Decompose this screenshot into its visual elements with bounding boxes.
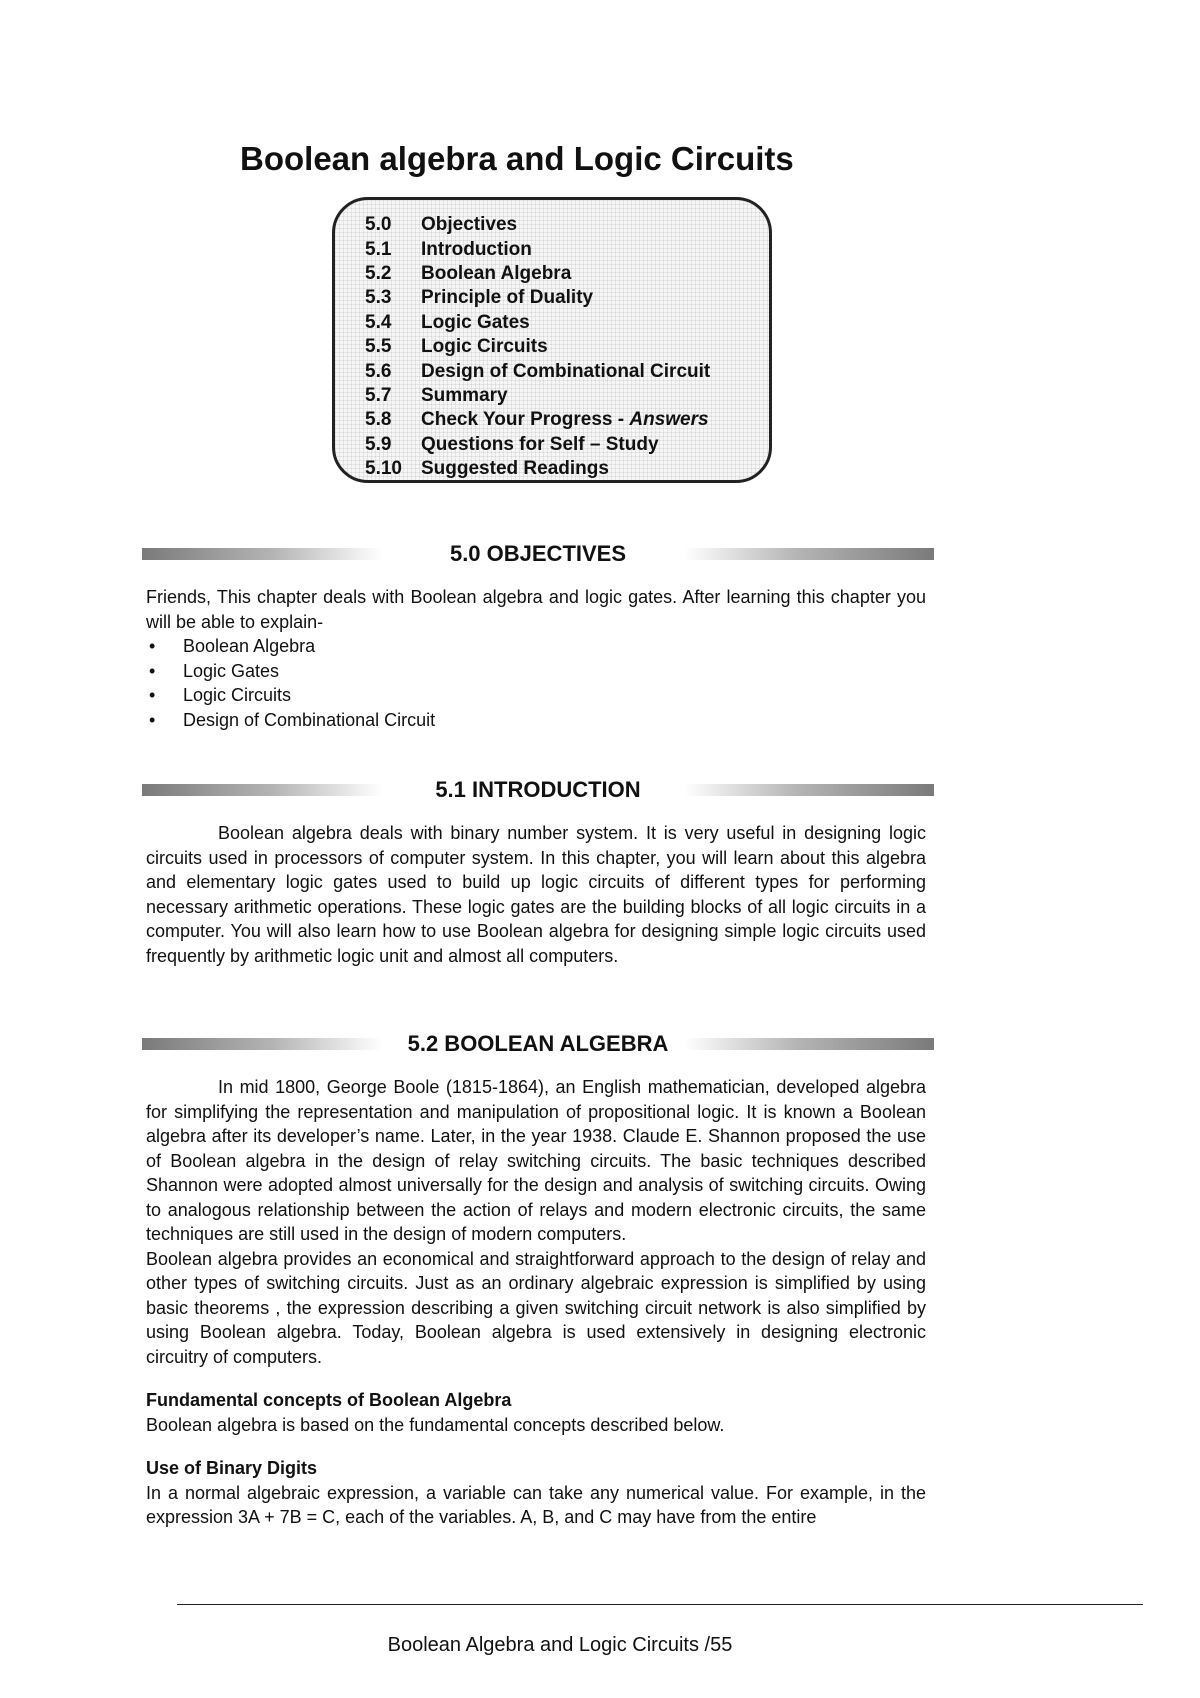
chapter-title: Boolean algebra and Logic Circuits <box>240 140 794 177</box>
contents-item-title <box>421 409 709 431</box>
contents-item-title <box>421 239 532 261</box>
objectives-bullets <box>146 634 926 732</box>
contents-item-title <box>421 458 609 480</box>
introduction-section <box>146 821 926 968</box>
spacer <box>146 1437 926 1456</box>
contents-item <box>365 408 769 432</box>
contents-list <box>335 200 769 481</box>
contents-item-number: 5.4 <box>365 311 392 333</box>
objectives-bullet: • Boolean Algebra <box>146 634 926 659</box>
contents-item-text: Questions for Self – Study <box>421 433 659 455</box>
footer-rule <box>177 1604 1143 1605</box>
contents-item-text: Objectives <box>421 214 518 236</box>
contents-item-number: 5.3 <box>365 287 392 309</box>
contents-item-emphasis: Answers <box>629 409 709 431</box>
contents-item-text: Summary <box>421 384 508 406</box>
contents-item-title <box>421 214 517 236</box>
contents-item-number: 5.5 <box>365 336 392 358</box>
introduction-heading: 5.1 INTRODUCTION <box>435 777 641 802</box>
contents-item <box>365 359 769 383</box>
contents-item-number: 5.7 <box>365 384 392 406</box>
contents-item <box>365 237 769 261</box>
contents-box <box>332 197 772 483</box>
introduction-paragraph: Boolean algebra deals with binary number system. It is very useful in designing logic circuits used in processors of computer system. In this chapter, you will learn about this algebra and elementary logic gates used to build up logic circuits of different types for performing necessary arithmetic operations. These logic gates are the building blocks of all logic circuits in a computer. You will also learn how to use Boolean algebra for designing simple logic circuits used frequently by arithmetic logic unit and almost all computers. <box>146 823 926 966</box>
contents-item-text: Logic Gates <box>421 311 530 333</box>
contents-item <box>365 335 769 359</box>
page-footer: Boolean Algebra and Logic Circuits /55 <box>387 1634 733 1656</box>
contents-item-text: Introduction <box>421 238 532 260</box>
binary-digits-heading: Use of Binary Digits <box>146 1458 318 1478</box>
boolean-paragraph-2: Boolean algebra provides an economical and straightforward approach to the design of relay and other types of switching circuits. Just as an ordinary algebraic expression is simplified by using basic theorems , the expression describing a given switching circuit network is also simplified by using Boolean algebra. Today, Boolean algebra is used extensively in designing electronic circuitry of computers. <box>146 1248 926 1367</box>
contents-item <box>365 433 769 457</box>
contents-item-number: 5.10 <box>365 458 402 480</box>
contents-item-text: Principle of Duality <box>421 287 594 309</box>
boolean-paragraph-1: In mid 1800, George Boole (1815-1864), an English mathematician, developed algebra for simplifying the representation and manipulation of propositional logic. It is known a Boolean algebra after its developer’s name. Later, in the year 1938. Claude E. Shannon proposed the use of Boolean algebra in the design of relay switching circuits. The basic techniques described Shannon were adopted almost universally for the design and analysis of switching circuits. Owing to analogous relationship between the action of relays and modern electronic circuits, the same techniques are still used in the design of modern computers. <box>146 1077 926 1244</box>
objectives-bullet: • Logic Gates <box>146 659 926 684</box>
binary-digits-text: In a normal algebraic expression, a variable can take any numerical value. For example, in the expression 3A + 7B = C, each of the variables. A, B, and C may have from the entire <box>146 1482 926 1527</box>
spacer <box>146 1369 926 1388</box>
objectives-heading-band <box>142 540 934 570</box>
objectives-section <box>146 585 926 732</box>
contents-item-number: 5.6 <box>365 360 392 382</box>
contents-item <box>365 262 769 286</box>
contents-item <box>365 213 769 237</box>
fundamentals-text: Boolean algebra is based on the fundamental concepts described below. <box>146 1414 725 1435</box>
contents-item-text: Suggested Readings <box>421 458 609 480</box>
contents-item-number: 5.2 <box>365 262 392 284</box>
boolean-algebra-section <box>146 1075 926 1530</box>
contents-item-title <box>421 312 530 334</box>
contents-item-text: Logic Circuits <box>421 336 548 358</box>
contents-item-text: Boolean Algebra <box>421 262 572 284</box>
contents-item-text: Check Your Progress - <box>421 409 630 431</box>
contents-item-title <box>421 263 571 285</box>
boolean-algebra-heading-band <box>142 1030 934 1060</box>
contents-item-text: Design of Combinational Circuit <box>421 360 711 382</box>
contents-item-title <box>421 361 710 383</box>
contents-item <box>365 311 769 335</box>
contents-item <box>365 286 769 310</box>
contents-item <box>365 457 769 481</box>
objectives-heading: 5.0 OBJECTIVES <box>449 541 627 566</box>
contents-item-title <box>421 434 659 456</box>
objectives-bullet: • Design of Combinational Circuit <box>146 708 926 733</box>
contents-item-title <box>421 287 593 309</box>
contents-item-number: 5.0 <box>365 214 392 236</box>
contents-item-number: 5.1 <box>365 238 392 260</box>
objectives-intro: Friends, This chapter deals with Boolean algebra and logic gates. After learning this chapter you will be able to explain- <box>146 587 926 632</box>
introduction-heading-band <box>142 776 934 806</box>
objectives-bullet: • Logic Circuits <box>146 683 926 708</box>
contents-item-title <box>421 385 508 407</box>
boolean-algebra-heading: 5.2 BOOLEAN ALGEBRA <box>407 1031 669 1056</box>
fundamentals-heading: Fundamental concepts of Boolean Algebra <box>146 1390 512 1410</box>
contents-item <box>365 384 769 408</box>
contents-item-number: 5.8 <box>365 409 392 431</box>
contents-item-title <box>421 336 548 358</box>
contents-item-number: 5.9 <box>365 433 392 455</box>
